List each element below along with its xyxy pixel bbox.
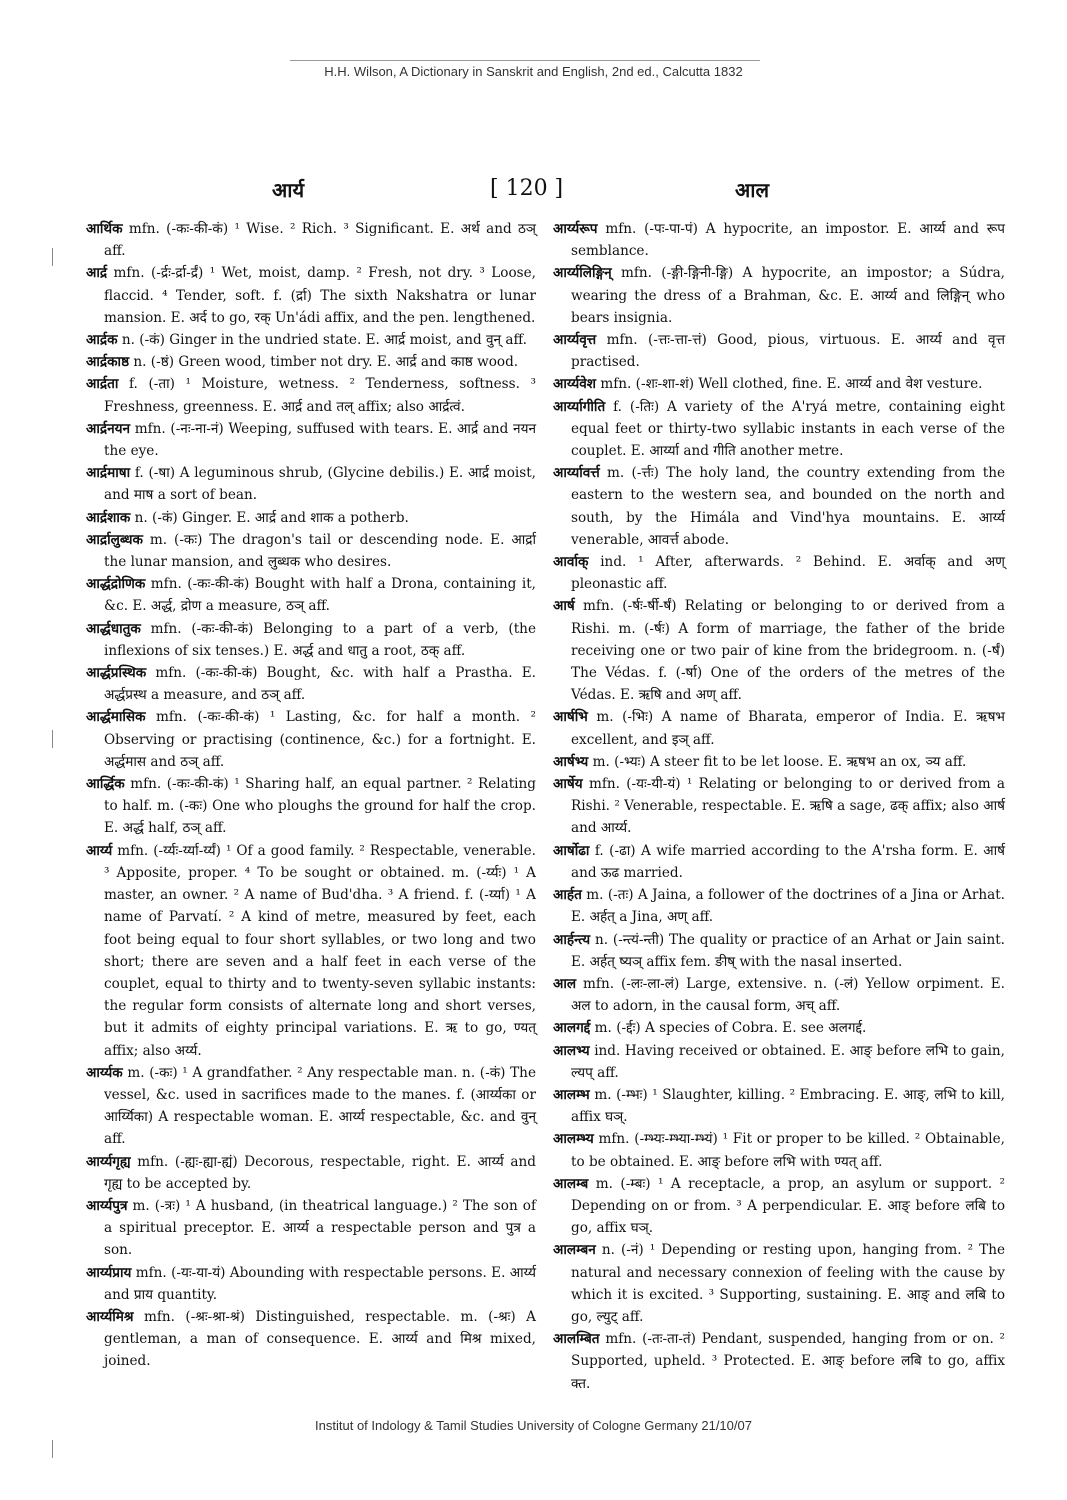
entry-headword: आल	[553, 975, 577, 992]
entry-definition: mfn. (-र्षः-र्षी-र्षं) Relating or belonging to or derived from a Rishi. m. (-र्षः) A form of marriage, the father of the bride receiving one or two pair of kine from the bridegroom. n. (-र्षं) The Védas. f. (-र्षा) One of the orders of the metres of the Védas. E. ऋषि and अण् aff.	[571, 598, 1005, 704]
entry-headword: आर्द्धिक	[86, 776, 125, 793]
dictionary-entry	[86, 1151, 536, 1195]
dictionary-entry	[553, 462, 1005, 551]
dictionary-entry	[86, 262, 536, 329]
entry-headword: आर्थिक	[86, 221, 123, 237]
dictionary-entry	[553, 1017, 1005, 1039]
entry-headword: आर्द्धद्रोणिक	[86, 576, 146, 593]
entry-definition: mfn. (-र्द्रः-र्द्रा-र्द्रं) ¹ Wet, moist, damp. ² Fresh, not dry. ³ Loose, flaccid. ⁴ Tender, soft. f. (र्द्रा) The sixth Nakshatra or lunar mansion. E. अर्द to go, रक् Un'ádi affix, and the pen. lengthened.	[104, 265, 536, 326]
entry-definition: mfn. (-पः-पा-पं) A hypocrite, an impostor. E. आर्य्य and रूप semblance.	[571, 221, 1005, 260]
page-number: [ 120 ]	[490, 176, 564, 201]
entry-headword: आर्द्धप्रस्थिक	[86, 665, 147, 682]
entry-definition: mfn. (-ह्यः-ह्या-ह्यं) Decorous, respectable, right. E. आर्य्य and गृह्य to be accepted by.	[104, 1153, 536, 1192]
entry-definition: m. (-कः) The dragon's tail or descending node. E. आर्द्रा the lunar mansion, and लुब्धक who desires.	[104, 531, 536, 571]
entry-headword: आर्य्यागीति	[553, 398, 606, 415]
entry-headword: आर्य्यरूप	[553, 221, 598, 237]
dictionary-entry	[553, 1328, 1005, 1395]
dictionary-entry	[553, 1084, 1005, 1128]
margin-mark	[52, 730, 53, 748]
entry-definition: m. (-र्त्तः) The holy land, the country extending from the eastern to the western sea, and bounded on the north and south, by the Himála and Vind'hya mountains. E. आर्य्य venerable, आवर्त्त abode.	[571, 465, 1005, 548]
dictionary-entry	[86, 1262, 536, 1306]
dictionary-entry	[86, 1195, 536, 1262]
dictionary-entry	[553, 551, 1005, 595]
dictionary-entry	[86, 351, 536, 373]
dictionary-entry	[86, 662, 536, 706]
margin-mark	[52, 248, 53, 266]
entry-headword: आर्द्रशाक	[86, 509, 131, 526]
dictionary-entry	[553, 1128, 1005, 1172]
entry-definition: m. (-म्भः) ¹ Slaughter, killing. ² Embracing. E. आङ्, लभि to kill, affix घञ्.	[571, 1086, 1005, 1126]
dictionary-entry	[553, 1239, 1005, 1328]
dictionary-entry	[86, 706, 536, 773]
entry-headword: आर्य्यवेश	[553, 376, 597, 393]
entry-headword: आर्द्रनयन	[86, 420, 131, 437]
entry-headword: आर्य्यप्राय	[86, 1264, 132, 1281]
entry-definition: mfn. (-कः-की-कं) ¹ Lasting, &c. for half a month. ² Observing or practising (continence, &c.) for a fortnight. E. अर्द्धमास and ठञ् aff.	[104, 709, 536, 770]
dictionary-entry	[86, 840, 536, 1062]
entry-headword: आर्द्रालुब्धक	[86, 531, 143, 548]
entry-definition: mfn. (-श्रः-श्रा-श्रं) Distinguished, respectable. m. (-श्रः) A gentleman, a man of consequence. E. आर्य्य and मिश्र mixed, joined.	[104, 1308, 536, 1370]
entry-definition: m. (-त्रः) ¹ A husband, (in theatrical language.) ² The son of a spiritual preceptor. E. आर्य्य a respectable person and पुत्र a son.	[104, 1197, 536, 1259]
entry-definition: ind. Having received or obtained. E. आङ् before लभि to gain, ल्यप् aff.	[571, 1042, 1005, 1081]
entry-definition: mfn. (-तः-ता-तं) Pendant, suspended, hanging from or on. ² Supported, upheld. ³ Protected. E. आङ् before लबि to go, affix क्त.	[571, 1331, 1005, 1392]
entry-definition: n. (-नं) ¹ Depending or resting upon, hanging from. ² The natural and necessary connexion of feeling with the cause by which it is excited. ³ Supporting, sustaining. E. आङ् and लबि to go, ल्युट् aff.	[571, 1242, 1005, 1325]
dictionary-entry	[553, 262, 1005, 329]
entry-definition: mfn. (-यः-यी-यं) ¹ Relating or belonging to or derived from a Rishi. ² Venerable, respectable. E. ऋषि a sage, ढक् affix; also आर्ष and आर्य्य.	[571, 776, 1005, 837]
entry-definition: mfn. (-शः-शा-शं) Well clothed, fine. E. आर्य्य and वेश vesture.	[596, 376, 983, 393]
entry-definition: m. (-तः) A Jaina, a follower of the doctrines of a Jina or Arhat. E. अर्हत् a Jina, अण् aff.	[571, 887, 1005, 926]
dictionary-entry	[553, 1040, 1005, 1084]
entry-definition: mfn. (-र्य्यः-र्य्या-र्य्यं) ¹ Of a good family. ² Respectable, venerable. ³ Apposite, proper. ⁴ To be sought or obtained. m. (-र्य्यः) ¹ A master, an owner. ² A name of Bud'dha. ³ A friend. f. (-र्य्या) ¹ A name of Parvatí. ² A kind of metre, measured by feet, each foot being equal to four short syllables, or two long and two short; there are seven and a half feet in each verse of the couplet, equal to thirty and to twenty-seven syllabic instants: the regular form consists of alternate long and short verses, but it admits of eighty principal variations. E. ऋ to go, ण्यत् affix; also अर्य्य.	[104, 842, 536, 1059]
dictionary-entry	[86, 1306, 536, 1373]
dictionary-entry	[553, 218, 1005, 262]
entry-definition: mfn. (-त्तः-त्ता-त्तं) Good, pious, virtuous. E. आर्य्य and वृत्त practised.	[571, 332, 1005, 371]
entry-headword: आर्य्यक	[86, 1064, 123, 1081]
dictionary-entry	[553, 706, 1005, 750]
entry-definition: mfn. (-ङ्गी-ङ्गिनी-ङ्गि) A hypocrite, an impostor; a Súdra, wearing the dress of a Brahman, &c. E. आर्य्य and लिङ्गिन् who bears insignia.	[571, 265, 1005, 326]
dictionary-entry	[553, 373, 1005, 395]
dictionary-entry	[553, 929, 1005, 973]
dictionary-entry	[86, 462, 536, 506]
running-head-left: आर्य	[272, 178, 305, 202]
entry-definition: m. (-म्बः) ¹ A receptacle, a prop, an asylum or support. ² Depending on or from. ³ A perpendicular. E. आङ् before लबि to go, affix घञ्.	[571, 1175, 1005, 1237]
dictionary-entry	[553, 840, 1005, 884]
entry-definition: m. (-भिः) A name of Bharata, emperor of India. E. ऋषभ excellent, and इञ् aff.	[571, 709, 1005, 748]
dictionary-entry	[553, 1173, 1005, 1240]
left-column	[86, 218, 536, 1373]
entry-headword: आर्ष	[553, 598, 575, 615]
dictionary-entry	[553, 973, 1005, 1017]
entry-headword: आर्षोढा	[553, 842, 590, 859]
dictionary-entry	[553, 396, 1005, 463]
dictionary-entry	[86, 773, 536, 840]
entry-headword: आलम्भ्य	[553, 1131, 594, 1148]
dictionary-entry	[86, 329, 536, 351]
footer-citation: Institut of Indology & Tamil Studies University of Cologne Germany 21/10/07	[315, 1418, 752, 1433]
entry-headword: आलम्ब	[553, 1175, 589, 1192]
dictionary-entry	[553, 751, 1005, 773]
entry-definition: f. (-ता) ¹ Moisture, wetness. ² Tenderness, softness. ³ Freshness, greenness. E. आर्द्र and तल् affix; also आर्द्रत्वं.	[104, 376, 536, 415]
entry-headword: आर्द्धधातुक	[86, 620, 141, 637]
dictionary-entry	[86, 573, 536, 617]
entry-headword: आलगर्द्द	[553, 1020, 591, 1037]
entry-headword: आर्द्धमासिक	[86, 709, 146, 726]
entry-definition: n. (-ष्ठं) Green wood, timber not dry. E. आर्द्र and काष्ठ wood.	[129, 354, 519, 371]
entry-definition: m. (-कः) ¹ A grandfather. ² Any respectable man. n. (-कं) The vessel, &c. used in sacrifices made to the manes. f. (आर्य्यका or आर्य्यिका) A respectable woman. E. आर्य्य respectable, &c. and वुन् aff.	[104, 1064, 536, 1148]
dictionary-entry	[553, 595, 1005, 706]
entry-definition: n. (-कं) Ginger. E. आर्द्र and शाक a potherb.	[130, 509, 409, 526]
entry-headword: आर्द्रता	[86, 376, 119, 393]
running-head-right: आल	[735, 178, 769, 202]
entry-headword: आलभ्य	[553, 1042, 590, 1059]
entry-headword: आलम्भ	[553, 1086, 590, 1103]
entry-definition: m. (-भ्यः) A steer fit to be let loose. E. ऋषभ an ox, ञ्य aff.	[588, 753, 967, 770]
entry-definition: n. (-न्त्यं-न्ती) The quality or practice of an Arhat or Jain saint. E. अर्हत् ष्यञ् affix fem. ङीष् with the nasal inserted.	[571, 931, 1005, 970]
entry-definition: mfn. (-नः-ना-नं) Weeping, suffused with tears. E. आर्द्र and नयन the eye.	[104, 420, 536, 460]
entry-headword: आलम्बन	[553, 1242, 596, 1259]
margin-mark	[52, 1440, 53, 1458]
entry-headword: आर्य्यगृह्य	[86, 1153, 131, 1170]
entry-definition: mfn. (-कः-की-कं) ¹ Wise. ² Rich. ³ Significant. E. अर्थ and ठञ् aff.	[104, 221, 536, 260]
entry-headword: आर्य्यमिश्र	[86, 1308, 134, 1325]
entry-headword: आर्द्र	[86, 265, 108, 282]
entry-definition: n. (-कं) Ginger in the undried state. E. आर्द्र moist, and वुन् aff.	[117, 332, 527, 349]
entry-definition: ind. ¹ After, afterwards. ² Behind. E. अर्वाक् and अण् pleonastic aff.	[571, 554, 1005, 593]
header-rule	[290, 60, 760, 61]
entry-headword: आर्य्यावर्त्त	[553, 465, 600, 482]
dictionary-entry	[553, 884, 1005, 928]
entry-headword: आलम्बित	[553, 1331, 600, 1348]
dictionary-entry	[86, 529, 536, 573]
entry-definition: mfn. (-लः-ला-लं) Large, extensive. n. (-लं) Yellow orpiment. E. अल to adorn, in the causal form, अच् aff.	[571, 975, 1005, 1015]
entry-headword: आर्द्रक	[86, 332, 118, 349]
dictionary-entry	[553, 329, 1005, 373]
entry-headword: आर्द्रमाषा	[86, 465, 131, 482]
entry-definition: mfn. (-कः-की-कं) ¹ Sharing half, an equal partner. ² Relating to half. m. (-कः) One who ploughs the ground for half the crop. E. अर्द्ध half, ठञ् aff.	[104, 776, 536, 837]
dictionary-entry	[86, 218, 536, 262]
entry-definition: m. (-र्द्दः) A species of Cobra. E. see अलगर्द्द.	[590, 1020, 867, 1037]
entry-headword: आर्षेय	[553, 776, 583, 793]
dictionary-entry	[86, 618, 536, 662]
entry-definition: mfn. (-कः-की-कं) Belonging to a part of a verb, (the inflexions of six tenses.) E. अर्द्ध and धातु a root, ठक् aff.	[104, 620, 536, 659]
entry-headword: आर्हन्त्य	[553, 931, 591, 948]
entry-definition: mfn. (-कः-की-कं) Bought with half a Drona, containing it, &c. E. अर्द्ध, द्रोण a measure, ठञ् aff.	[104, 576, 536, 615]
entry-headword: आर्य्यपुत्र	[86, 1197, 128, 1214]
entry-headword: आर्वाक्	[553, 554, 589, 571]
dictionary-entry	[86, 418, 536, 462]
dictionary-entry	[86, 373, 536, 417]
entry-headword: आर्षभ्य	[553, 753, 589, 770]
entry-definition: mfn. (-यः-या-यं) Abounding with respectable persons. E. आर्य्य and प्राय quantity.	[104, 1264, 536, 1303]
entry-definition: mfn. (-कः-की-कं) Bought, &c. with half a Prastha. E. अर्द्धप्रस्थ a measure, and ठञ् aff.	[104, 665, 536, 704]
dictionary-entry	[86, 507, 536, 529]
entry-definition: mfn. (-म्भ्यः-म्भ्या-म्भ्यं) ¹ Fit or proper to be killed. ² Obtainable, to be obtained. E. आङ् before लभि with ण्यत् aff.	[571, 1131, 1005, 1170]
entry-headword: आर्य्य	[86, 842, 113, 859]
dictionary-entry	[553, 773, 1005, 840]
entry-definition: f. (-तिः) A variety of the A'ryá metre, containing eight equal feet or thirty-two syllabic instants in each verse of the couplet. E. आर्य्या and गीति another metre.	[571, 398, 1005, 460]
entry-headword: आर्य्यवृत्त	[553, 332, 597, 349]
entry-headword: आर्हत	[553, 887, 582, 904]
right-column	[553, 218, 1005, 1395]
entry-headword: आर्षभि	[553, 709, 588, 726]
entry-definition: f. (-ढा) A wife married according to the A'rsha form. E. आर्ष and ऊढ married.	[571, 842, 1005, 881]
header-citation: H.H. Wilson, A Dictionary in Sanskrit and English, 2nd ed., Calcutta 1832	[324, 64, 743, 79]
dictionary-entry	[86, 1062, 536, 1151]
entry-headword: आर्य्यलिङ्गिन्	[553, 265, 612, 282]
entry-headword: आर्द्रकाष्ठ	[86, 354, 130, 371]
entry-definition: f. (-षा) A leguminous shrub, (Glycine debilis.) E. आर्द्र moist, and माष a sort of bean.	[104, 465, 536, 504]
